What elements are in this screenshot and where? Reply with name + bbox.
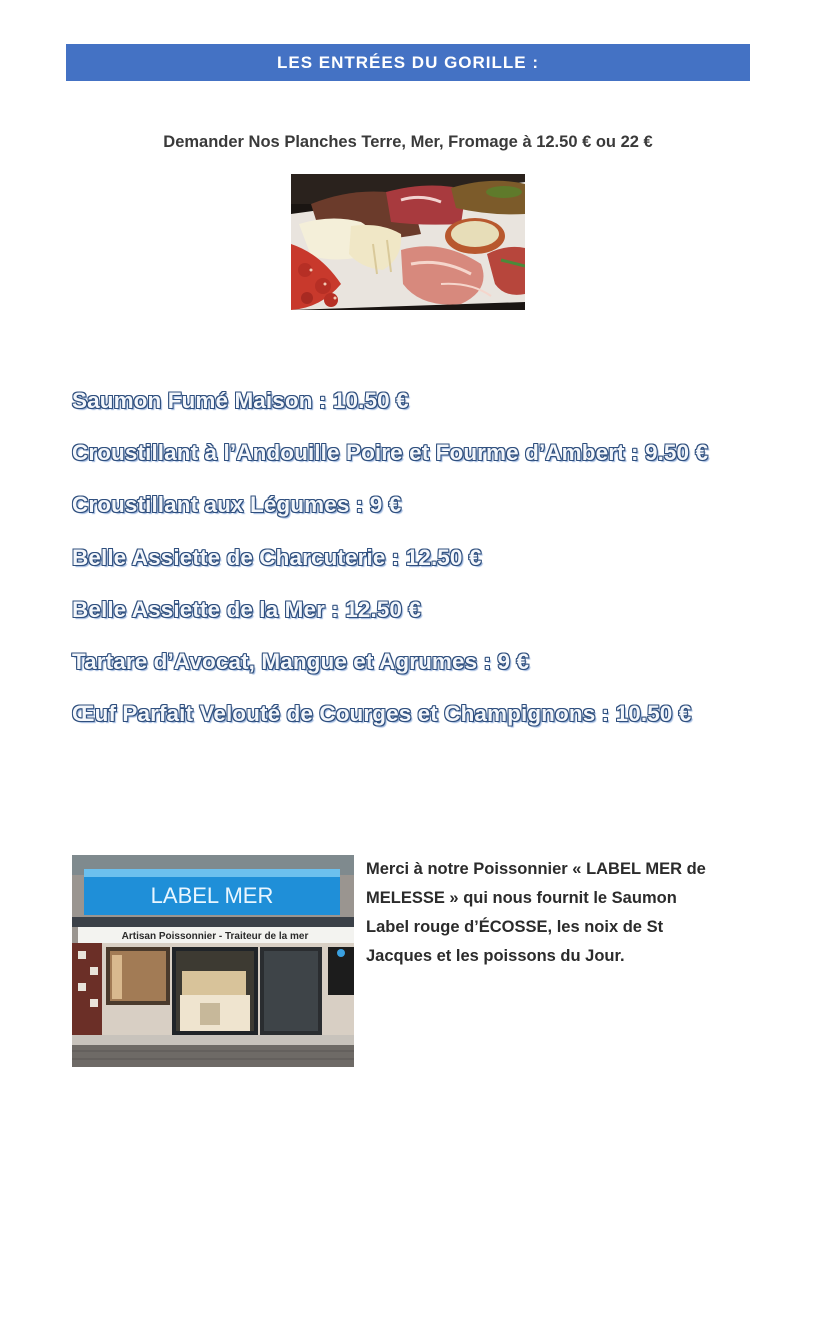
menu-item-saumon-fume: Saumon Fumé Maison : 10.50 € [72,388,409,413]
planches-offer-text: Demander Nos Planches Terre, Mer, Fromage à 12.50 € ou 22 € [163,133,653,151]
thanks-line: Jacques et les poissons du Jour. [366,947,625,965]
menu-item-assiette-charcuterie: Belle Assiette de Charcuterie : 12.50 € [72,544,482,570]
menu-item-croustillant-legumes: Croustillant aux Légumes : 9 € [72,492,402,518]
thanks-line: MELESSE » qui nous fournit le Saumon [366,889,677,907]
shop-subsign-text: Artisan Poissonnier - Traiteur de la mer [121,931,309,942]
menu-item-oeuf-parfait: Œuf Parfait Velouté de Courges et Champignons : 10.50 € [72,701,692,727]
menu-item-croustillant-andouille: Croustillant à l’Andouille Poire et Fourme d’Ambert : 9.50 € [72,440,709,466]
section-title-banner [66,44,750,81]
charcuterie-platter-image [291,174,525,310]
fishmonger-shop-photo [72,855,354,1067]
menu-item-tartare-avocat: Tartare d’Avocat, Mangue et Agrumes : 9 € [72,648,530,674]
charcuterie-platter-photo [291,174,525,310]
entrees-menu-list [72,385,772,750]
section-title: LES ENTRÉES DU GORILLE : [276,52,540,72]
thanks-line: Label rouge d’ÉCOSSE, les noix de St [366,918,664,936]
shop-sign-text: LABEL MER [150,883,274,908]
thanks-line: Merci à notre Poissonnier « LABEL MER de [366,860,706,878]
supplier-thanks-paragraph [366,855,746,971]
menu-item-assiette-mer: Belle Assiette de la Mer : 12.50 € [72,596,421,622]
fishmonger-storefront-image [72,855,354,1067]
